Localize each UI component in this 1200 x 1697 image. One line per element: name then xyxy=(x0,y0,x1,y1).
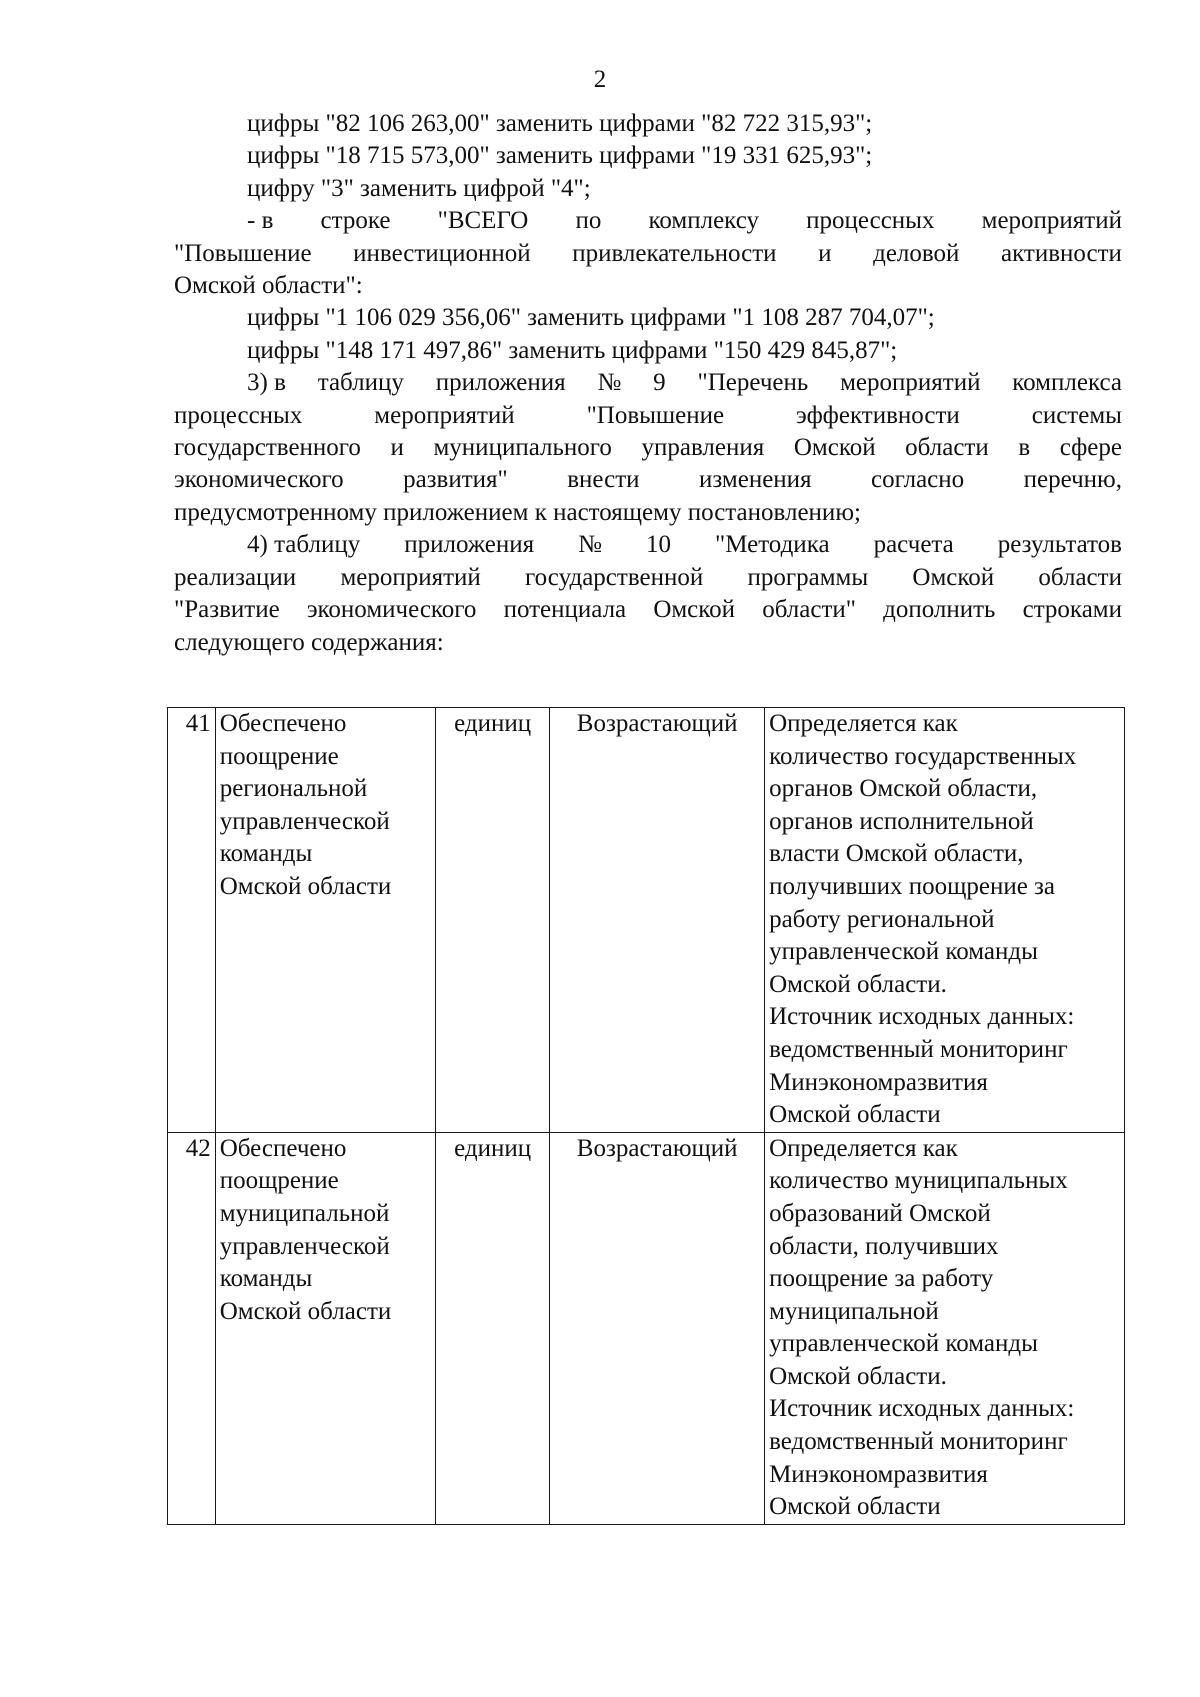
word: области xyxy=(1038,563,1122,591)
cell-text-line: Источник исходных данных: xyxy=(769,1395,1075,1423)
trend-direction: Возрастающий xyxy=(550,1132,765,1524)
word: экономического xyxy=(306,596,477,624)
text-line: предусмотренному приложением к настоящему постановлению; xyxy=(174,498,861,526)
cell-text-line: Источник исходных данных: xyxy=(769,1003,1075,1031)
word: расчета xyxy=(873,531,954,559)
row-number: 41 xyxy=(168,708,216,1133)
cell-text-line: образований Омской xyxy=(769,1199,991,1227)
cell-text-line: Омской области. xyxy=(769,970,947,998)
word: инвестиционной xyxy=(353,239,531,267)
cell-text-line: получивших поощрение за xyxy=(769,872,1056,900)
unit-of-measure: единиц xyxy=(435,1132,549,1524)
word: потенциала xyxy=(503,596,627,624)
word: управления xyxy=(641,434,765,462)
word: деловой xyxy=(873,239,960,267)
cell-text-line: Омской области xyxy=(769,1493,941,1521)
word: и xyxy=(818,239,832,267)
cell-text-line: поощрение xyxy=(219,742,339,770)
word: согласно xyxy=(871,466,965,494)
table-row xyxy=(168,1132,1125,1524)
cell-text-line: Определяется как xyxy=(769,710,958,737)
word: Омской xyxy=(653,596,736,624)
word: 9 xyxy=(653,369,666,397)
word: приложения xyxy=(404,531,535,559)
text-line: цифры "82 106 263,00" заменить цифрами "82 722 315,93"; xyxy=(247,110,873,137)
word: внести xyxy=(567,466,640,494)
cell-text-line: муниципальной xyxy=(769,1297,939,1325)
text-line: цифру "3" заменить цифрой "4"; xyxy=(247,174,591,202)
word: перечню, xyxy=(1023,466,1122,494)
calculation-method xyxy=(765,1132,1125,1524)
cell-text-line: Омской области xyxy=(769,1101,941,1129)
word: области" xyxy=(762,596,856,624)
text-line-justified xyxy=(174,205,1122,237)
word: экономического xyxy=(174,466,344,494)
cell-text-line: команды xyxy=(219,840,313,868)
word: сфере xyxy=(1059,434,1122,462)
cell-text-line: поощрение xyxy=(219,1167,339,1195)
text-line: цифры "148 171 497,86" заменить цифрами "150 429 845,87"; xyxy=(247,336,898,364)
cell-text-line: количество муниципальных xyxy=(769,1167,1068,1195)
word: активности xyxy=(1001,239,1122,267)
cell-text-line: власти Омской области, xyxy=(769,840,1024,868)
result-name xyxy=(215,708,435,1133)
word: процессных xyxy=(806,207,935,235)
word: "Перечень xyxy=(697,369,809,397)
text-line: следующего содержания: xyxy=(174,628,444,656)
cell-text-line: региональной xyxy=(219,775,368,803)
text-line-justified xyxy=(174,464,1122,496)
word: реализации xyxy=(174,563,297,591)
cell-text-line: Минэкономразвития xyxy=(769,1460,988,1488)
cell-text-line: ведомственный мониторинг xyxy=(769,1035,1068,1063)
cell-text-line: Минэкономразвития xyxy=(769,1068,988,1096)
word: Омской xyxy=(912,563,995,591)
word: мероприятий xyxy=(374,401,515,429)
text-line: цифры "1 106 029 356,06" заменить цифрами "1 108 287 704,07"; xyxy=(247,304,935,332)
text-line-justified xyxy=(174,594,1122,626)
text-line-justified xyxy=(174,400,1122,432)
word: области xyxy=(905,434,989,462)
text-line-justified xyxy=(174,432,1122,464)
word: привлекательности xyxy=(572,239,777,267)
cell-text-line: Омской области. xyxy=(769,1362,947,1390)
word: результатов xyxy=(997,531,1122,559)
word: № xyxy=(578,531,603,559)
word: системы xyxy=(1031,401,1122,429)
word: "Повышение xyxy=(174,239,312,267)
word: комплекса xyxy=(1012,369,1122,397)
word: "Методика xyxy=(715,531,830,559)
cell-text-line: органов Омской области, xyxy=(769,775,1038,803)
row-number: 42 xyxy=(168,1132,216,1524)
text-line-justified xyxy=(174,367,1122,399)
trend-direction: Возрастающий xyxy=(550,708,765,1133)
table-row xyxy=(168,708,1125,1133)
word: строками xyxy=(1022,596,1122,624)
cell-text-line: управленческой xyxy=(219,1232,390,1260)
word: 10 xyxy=(646,531,672,559)
result-name xyxy=(215,1132,435,1524)
cell-text-line: органов исполнительной xyxy=(769,807,1034,835)
word: программы xyxy=(747,563,869,591)
cell-text-line: количество государственных xyxy=(769,742,1077,770)
word: по xyxy=(575,207,602,235)
word: развития" xyxy=(403,466,508,494)
cell-text-line: области, получивших xyxy=(769,1232,999,1260)
cell-text-line: управленческой команды xyxy=(769,1330,1038,1358)
text-line: Омской области": xyxy=(174,272,363,300)
cell-text-line: Омской области xyxy=(219,1297,392,1325)
page-number: 2 xyxy=(593,66,607,93)
text-line-justified xyxy=(174,529,1122,561)
word: № xyxy=(597,369,622,397)
cell-text-line: ведомственный мониторинг xyxy=(769,1428,1068,1456)
word: "Развитие xyxy=(174,596,280,624)
word: Омской xyxy=(793,434,876,462)
word: мероприятий xyxy=(840,369,981,397)
word: государственного xyxy=(174,434,361,462)
word: 4) таблицу xyxy=(247,531,361,559)
cell-text-line: Обеспечено xyxy=(219,1134,347,1162)
word: "ВСЕГО xyxy=(437,207,529,235)
cell-text-line: Омской области xyxy=(219,872,392,900)
word: дополнить xyxy=(883,596,996,624)
word: мероприятий xyxy=(340,563,481,591)
cell-text-line: Определяется как xyxy=(769,1134,958,1162)
word: в xyxy=(1018,434,1031,462)
word: комплексу xyxy=(648,207,759,235)
text-line: цифры "18 715 573,00" заменить цифрами "19 331 625,93"; xyxy=(247,142,873,170)
word: мероприятий xyxy=(981,207,1122,235)
cell-text-line: работу региональной xyxy=(769,905,995,933)
cell-text-line: муниципальной xyxy=(219,1199,390,1227)
word: изменения xyxy=(699,466,812,494)
text-line-justified xyxy=(174,238,1122,270)
word: "Повышение xyxy=(586,401,725,429)
word: таблицу xyxy=(317,369,404,397)
unit-of-measure: единиц xyxy=(435,708,549,1133)
text-line-justified xyxy=(174,562,1122,594)
word: приложения xyxy=(435,369,566,397)
word: 3) в xyxy=(247,369,286,397)
cell-text-line: команды xyxy=(219,1265,313,1293)
methodology-table xyxy=(167,707,1125,1525)
calculation-method xyxy=(765,708,1125,1133)
word: эффективности xyxy=(796,401,960,429)
document-body xyxy=(174,108,1122,659)
word: строке xyxy=(320,207,391,235)
cell-text-line: Обеспечено xyxy=(219,710,347,737)
word: и xyxy=(390,434,404,462)
cell-text-line: поощрение за работу xyxy=(769,1265,994,1293)
word: процессных xyxy=(174,401,303,429)
cell-text-line: управленческой команды xyxy=(769,938,1038,966)
word: муниципального xyxy=(433,434,612,462)
word: - в xyxy=(247,207,274,235)
cell-text-line: управленческой xyxy=(219,807,390,835)
word: государственной xyxy=(525,563,704,591)
